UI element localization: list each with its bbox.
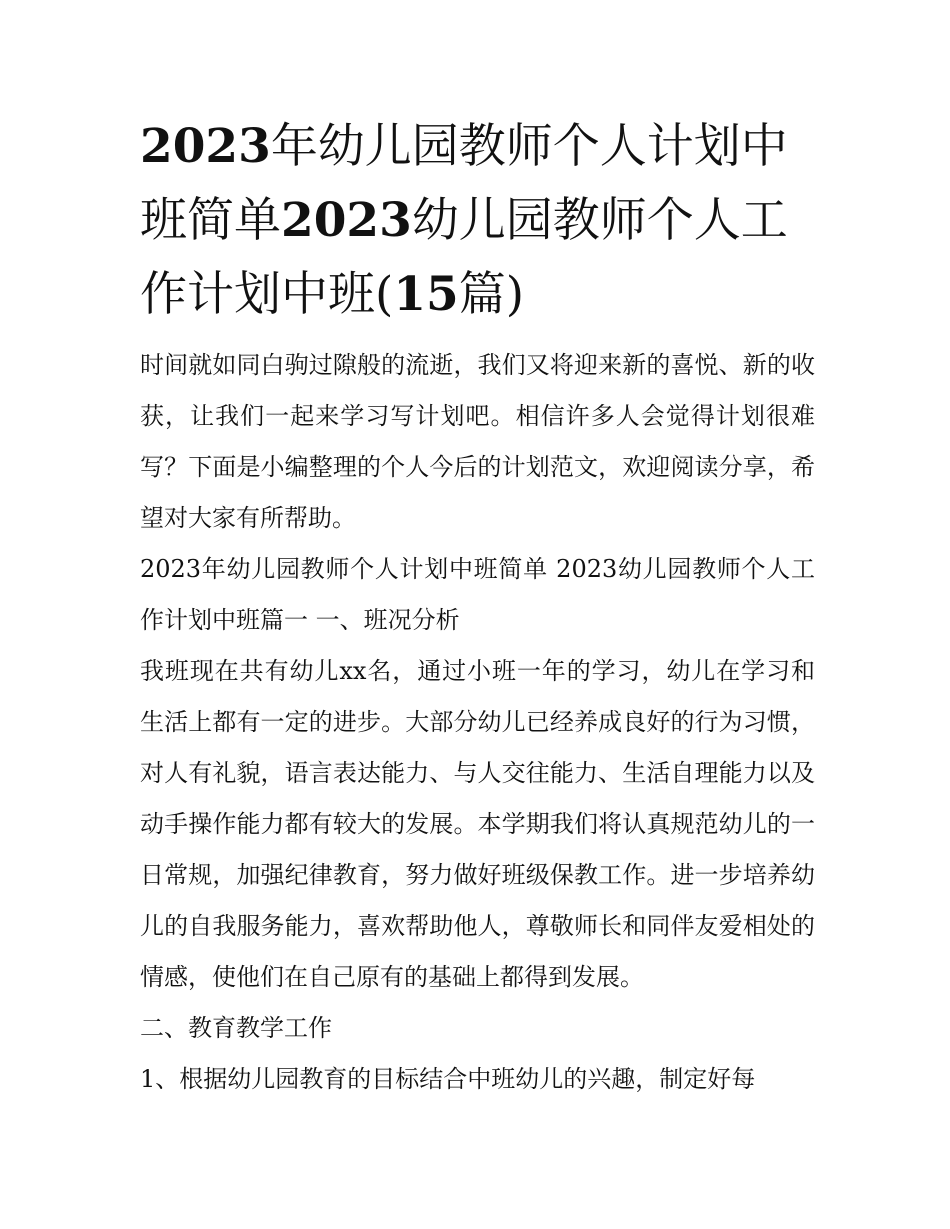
document-title <box>140 110 815 332</box>
title-text-2: 幼儿园教师个人工作计划中班( <box>140 193 788 322</box>
list-item-1: 1、根据幼儿园教育的目标结合中班幼儿的兴趣，制定好每 <box>140 1065 756 1093</box>
title-year-1: 2023 <box>140 119 271 174</box>
class-analysis-paragraph: 我班现在共有幼儿xx名，通过小班一年的学习，幼儿在学习和生活上都有一定的进步。大部分幼儿已经养成良好的行为习惯，对人有礼貌，语言表达能力、与人交往能力、生活自理能力以及动手操作能力都有较大的发展。本学期我们将认真规范幼儿的一日常规，加强纪律教育，努力做好班级保教工作。进一步培养幼儿的自我服务能力，喜欢帮助他人，尊敬师长和同伴友爱相处的情感，使他们在自己原有的基础上都得到发展。 <box>140 657 815 991</box>
intro-paragraph: 时间就如同白驹过隙般的流逝，我们又将迎来新的喜悦、新的收获，让我们一起来学习写计划吧。相信许多人会觉得计划很难写？下面是小编整理的个人今后的计划范文，欢迎阅读分享，希望对大家有所帮助。 <box>140 351 815 532</box>
document-page <box>140 110 815 1105</box>
title-year-2: 2023 <box>281 193 412 248</box>
title-count: 15 <box>393 267 459 322</box>
section-heading-1: 2023年幼儿园教师个人计划中班简单 2023幼儿园教师个人工作计划中班篇一 一、班况分析 <box>140 555 815 634</box>
section-heading-2: 二、教育教学工作 <box>140 1014 332 1042</box>
title-text-1: 年幼儿园教师个人计划中班简单 <box>140 119 788 248</box>
title-text-3: 篇) <box>458 267 525 322</box>
